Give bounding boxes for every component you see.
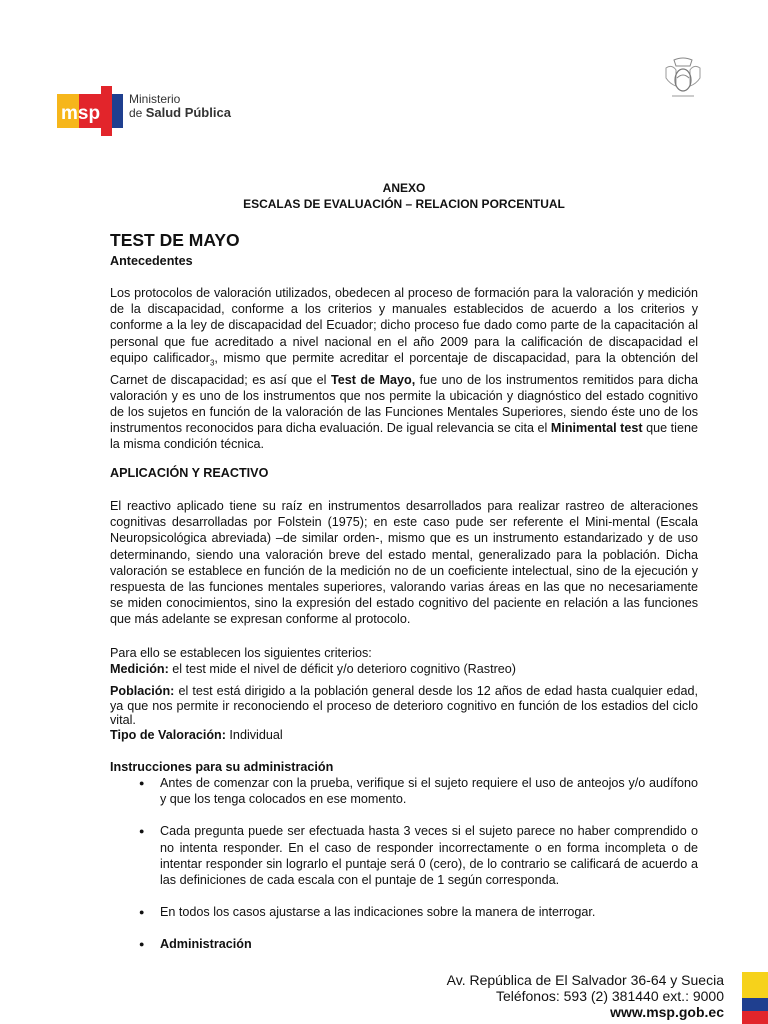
msp-logo-icon (57, 86, 127, 136)
p1-part-a: Los protocolos de valoración utilizados, obedecen al proceso de formación para la valoración y medición de la discapacidad, conforme a los criterios y manuales establecidos de acuerdo a los criterios y conforme a la ley de discapacidad del Ecuador; dicho proceso fue dado como parte de la capacitación al personal que fue acreditado a nivel nacional en el año 2009 para la calificación de discapacidad el equipo calificador (110, 286, 698, 365)
bullet-icon: ● (139, 826, 145, 837)
bullet-text: Administración (160, 937, 252, 952)
instrucciones-heading: Instrucciones para su administración (110, 760, 334, 774)
medicion-label: Medición: (110, 662, 169, 676)
ministry-line2-prefix: de (129, 106, 146, 120)
criterion-poblacion (110, 684, 698, 728)
tipo-label: Tipo de Valoración: (110, 728, 226, 742)
bullet-text: Antes de comenzar con la prueba, verifique si el sujeto requiere el uso de anteojos y/o audífono y que los tenga colocados en ese momento. (160, 776, 698, 807)
bullet-text: Cada pregunta puede ser efectuada hasta 3 veces si el sujeto parece no haber comprendido o no intenta responder. En el caso de responder incorrectamente o en forma incompleta o de intentar responder sin lograrlo el puntaje será 0 (cero), de lo contrario se calificará de acuerdo a las definiciones de cada escala con el puntaje de 1 según corresponda. (160, 824, 698, 888)
msp-logo (57, 86, 257, 138)
footer-phones: Teléfonos: 593 (2) 381440 ext.: 9000 (495, 988, 724, 1004)
ecuador-flag-stripe-icon (742, 972, 768, 1024)
criterion-tipo (110, 727, 698, 743)
list-item (110, 775, 698, 807)
logo-text: msp (61, 103, 101, 124)
tipo-text: Individual (225, 728, 283, 742)
footer-url: www.msp.gob.ec (610, 1004, 724, 1020)
list-item (110, 904, 698, 920)
list-item (110, 936, 698, 952)
ministry-line2-bold: Salud Pública (145, 105, 231, 120)
footer-address: Av. República de El Salvador 36-64 y Suecia (446, 972, 724, 988)
coat-of-arms-icon (662, 56, 704, 100)
poblacion-label: Población: (110, 684, 175, 698)
ministry-name (129, 92, 231, 120)
poblacion-text: el test está dirigido a la población general desde los 12 años de edad hasta cualquier edad, ya que nos permite ir reconociendo el proceso de deterioro cognitivo en función de los estadios del ciclo vital. (110, 684, 698, 727)
test-de-mayo-emphasis: Test de Mayo, (330, 372, 416, 387)
minimental-emphasis: Minimental test (550, 421, 643, 436)
antecedentes-paragraph (110, 285, 698, 453)
p1-part-c: fue uno de los instrumentos remitidos para dicha valoración y es uno de los instrumentos que nos permite la ubicación y diagnóstico del estado cognitivo de los sujetos en función de la valoración de las Funciones Mentales Superiores, siendo éste uno de los instrumentos reconocidos para dicha evaluación. De igual relevancia se cita el (110, 372, 698, 436)
medicion-text: el test mide el nivel de déficit y/o deterioro cognitivo (Rastreo) (168, 662, 516, 676)
p1-subscript: 3 (209, 358, 215, 368)
bullet-icon: ● (139, 907, 145, 918)
bullet-text: En todos los casos ajustarse a las indicaciones sobre la manera de interrogar. (160, 905, 596, 920)
antecedentes-heading: Antecedentes (110, 254, 193, 268)
p1-part-d: que tiene la misma condición técnica. (110, 421, 698, 452)
annex-subtitle: ESCALAS DE EVALUACIÓN – RELACION PORCENTUAL (243, 197, 565, 211)
list-item (110, 823, 698, 888)
page-title: TEST DE MAYO (110, 230, 240, 250)
criteria-intro: Para ello se establecen los siguientes criterios: (110, 646, 372, 660)
p1-part-b: , mismo que permite acreditar el porcentaje de discapacidad, para la obtención del Carnet de discapacidad; es así que el (110, 350, 699, 387)
criterion-medicion (110, 661, 698, 677)
annex-label: ANEXO (382, 181, 426, 195)
aplicacion-heading: APLICACIÓN Y REACTIVO (110, 466, 269, 480)
footer-contact (447, 972, 724, 1020)
ministry-line1: Ministerio (129, 92, 181, 106)
instructions-list (110, 775, 698, 953)
bullet-icon: ● (139, 939, 145, 950)
bullet-icon: ● (139, 778, 145, 788)
aplicacion-paragraph: El reactivo aplicado tiene su raíz en instrumentos desarrollados para realizar rastreo de alteraciones cognitivas desarrolladas por Folstein (1975); en este caso pude ser referente el Mini-mental (Escala Neuropsicológica abreviada) –de similar orden-, mismo que es un instrumento estandarizado y de uso determinando, siendo una valoración breve del estado mental, generalizado para la población. Dicha valoración se establece en función de la medición no de un coeficiente intelectual, sino de la ejecución y respuesta de las funciones mentales superiores, valorando varias áreas en las que no necesariamente se miden conocimientos, sino la expresión del estado cognitivo del paciente en relación a las funciones que más adelante se expresan conforme al protocolo. (110, 499, 698, 627)
